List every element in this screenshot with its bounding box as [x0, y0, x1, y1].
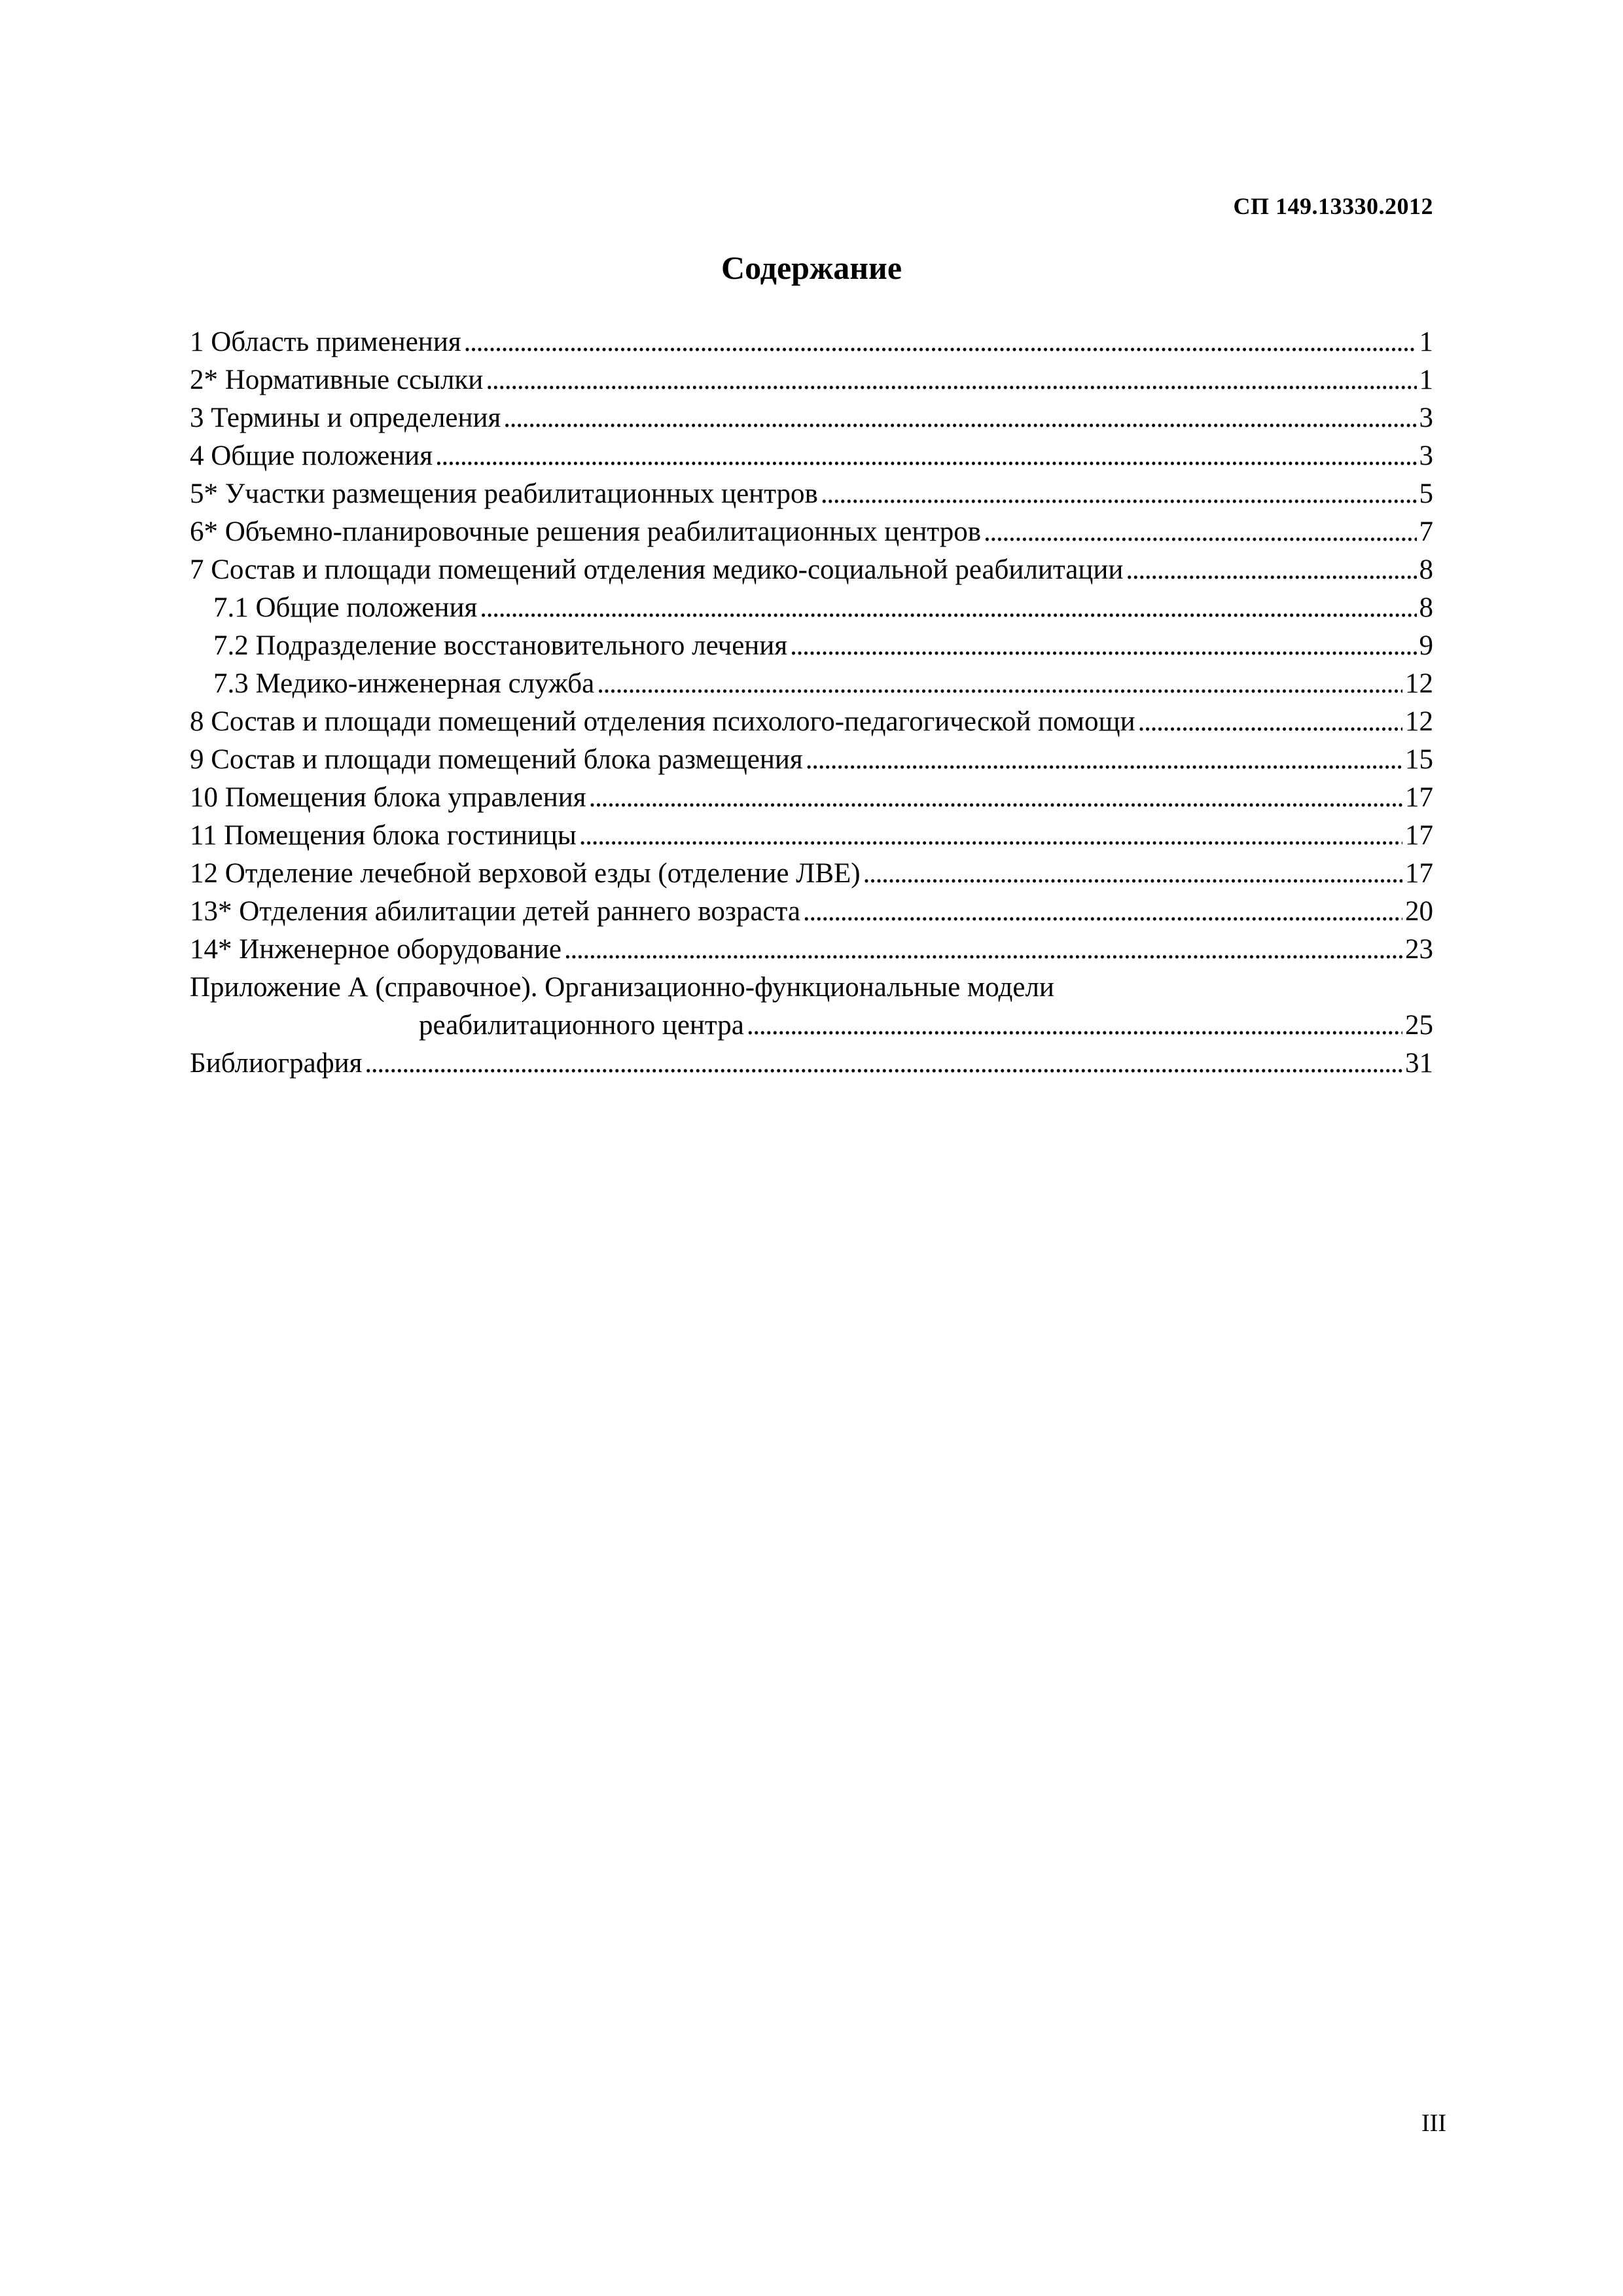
toc-leader-dots: [597, 665, 1402, 703]
toc-leader-dots: [747, 1007, 1402, 1045]
toc-entry-page: 20: [1405, 896, 1433, 927]
toc-entry-label: 7.3 Медико-инженерная служба: [213, 668, 595, 699]
toc-entry-1[interactable]: [190, 323, 1433, 361]
toc-entry-page: 17: [1405, 820, 1433, 851]
toc-leader-dots: [984, 513, 1416, 551]
toc-leader-dots: [821, 475, 1417, 513]
toc-leader-dots: [365, 1045, 1402, 1083]
table-of-contents: [190, 323, 1433, 1083]
toc-entry-3[interactable]: [190, 399, 1433, 437]
toc-entry-page: 25: [1405, 1010, 1433, 1041]
toc-entry-11[interactable]: [190, 817, 1433, 855]
toc-entry-page: 12: [1405, 668, 1433, 699]
toc-leader-dots: [1138, 703, 1402, 741]
toc-entry-page: 17: [1405, 858, 1433, 889]
toc-entry-14[interactable]: [190, 931, 1433, 969]
toc-leader-dots: [435, 437, 1416, 475]
toc-entry-page: 31: [1405, 1048, 1433, 1079]
document-code: СП 149.13330.2012: [1233, 193, 1433, 219]
toc-entry-7-2[interactable]: [190, 627, 1433, 665]
toc-entry-label: 5* Участки размещения реабилитационных центров: [190, 478, 818, 509]
toc-entry-2[interactable]: [190, 361, 1433, 399]
toc-leader-dots: [579, 817, 1402, 855]
toc-entry-page: 5: [1419, 478, 1433, 509]
toc-entry-page: 3: [1419, 440, 1433, 471]
toc-entry-label: Библиография: [190, 1048, 363, 1079]
toc-entry-label: 12 Отделение лечебной верховой езды (отделение ЛВЕ): [190, 858, 861, 889]
toc-entry-label: 6* Объемно-планировочные решения реабилитационных центров: [190, 516, 982, 547]
toc-entry-label: 1 Область применения: [190, 327, 461, 357]
toc-entry-4[interactable]: [190, 437, 1433, 475]
toc-leader-dots: [503, 399, 1416, 437]
toc-entry-label: 9 Состав и площади помещений блока размещения: [190, 744, 803, 775]
toc-entry-label: 7.1 Общие положения: [213, 592, 478, 623]
toc-entry-label: 10 Помещения блока управления: [190, 782, 586, 813]
toc-leader-dots: [564, 931, 1402, 969]
toc-entry-appendix-a-continued[interactable]: [190, 1007, 1433, 1045]
page-title: Содержание: [721, 249, 902, 286]
toc-entry-label: 2* Нормативные ссылки: [190, 365, 484, 395]
toc-leader-dots: [806, 741, 1402, 779]
toc-entry-bibliography[interactable]: [190, 1045, 1433, 1083]
toc-entry-6[interactable]: [190, 513, 1433, 551]
toc-entry-page: 9: [1419, 630, 1433, 661]
toc-entry-page: 1: [1419, 327, 1433, 357]
toc-entry-label: 7 Состав и площади помещений отделения медико-социальной реабилитации: [190, 554, 1124, 585]
toc-leader-dots: [480, 589, 1416, 627]
toc-entry-label: 3 Термины и определения: [190, 403, 501, 433]
toc-leader-dots: [464, 323, 1417, 361]
toc-leader-dots: [803, 893, 1402, 931]
toc-entry-page: 8: [1419, 592, 1433, 623]
toc-entry-label: реабилитационного центра: [419, 1010, 744, 1041]
toc-entry-label: 14* Инженерное оборудование: [190, 934, 562, 965]
toc-leader-dots: [486, 361, 1416, 399]
toc-leader-dots: [863, 855, 1402, 893]
toc-entry-label: 4 Общие положения: [190, 440, 433, 471]
toc-entry-13[interactable]: [190, 893, 1433, 931]
page-number: III: [1421, 2109, 1446, 2137]
toc-entry-5[interactable]: [190, 475, 1433, 513]
toc-entry-7-1[interactable]: [190, 589, 1433, 627]
toc-entry-label: 8 Состав и площади помещений отделения психолого-педагогической помощи: [190, 706, 1135, 737]
toc-entry-page: 3: [1419, 403, 1433, 433]
toc-leader-dots: [589, 779, 1402, 817]
toc-entry-page: 15: [1405, 744, 1433, 775]
toc-entry-label: 7.2 Подразделение восстановительного лечения: [213, 630, 788, 661]
toc-entry-8[interactable]: [190, 703, 1433, 741]
toc-entry-12[interactable]: [190, 855, 1433, 893]
toc-entry-page: 1: [1419, 365, 1433, 395]
toc-leader-dots: [790, 627, 1416, 665]
toc-entry-page: 8: [1419, 554, 1433, 585]
toc-entry-10[interactable]: [190, 779, 1433, 817]
toc-entry-page: 17: [1405, 782, 1433, 813]
toc-entry-label: 13* Отделения абилитации детей раннего возраста: [190, 896, 800, 927]
toc-entry-label: Приложение А (справочное). Организационно-функциональные модели: [190, 972, 1054, 1003]
toc-entry-9[interactable]: [190, 741, 1433, 779]
toc-entry-page: 7: [1419, 516, 1433, 547]
toc-entry-page: 12: [1405, 706, 1433, 737]
toc-entry-appendix-a[interactable]: [190, 969, 1433, 1007]
toc-entry-label: 11 Помещения блока гостиницы: [190, 820, 577, 851]
toc-entry-page: 23: [1405, 934, 1433, 965]
toc-entry-7[interactable]: [190, 551, 1433, 589]
toc-leader-dots: [1126, 551, 1416, 589]
toc-entry-7-3[interactable]: [190, 665, 1433, 703]
